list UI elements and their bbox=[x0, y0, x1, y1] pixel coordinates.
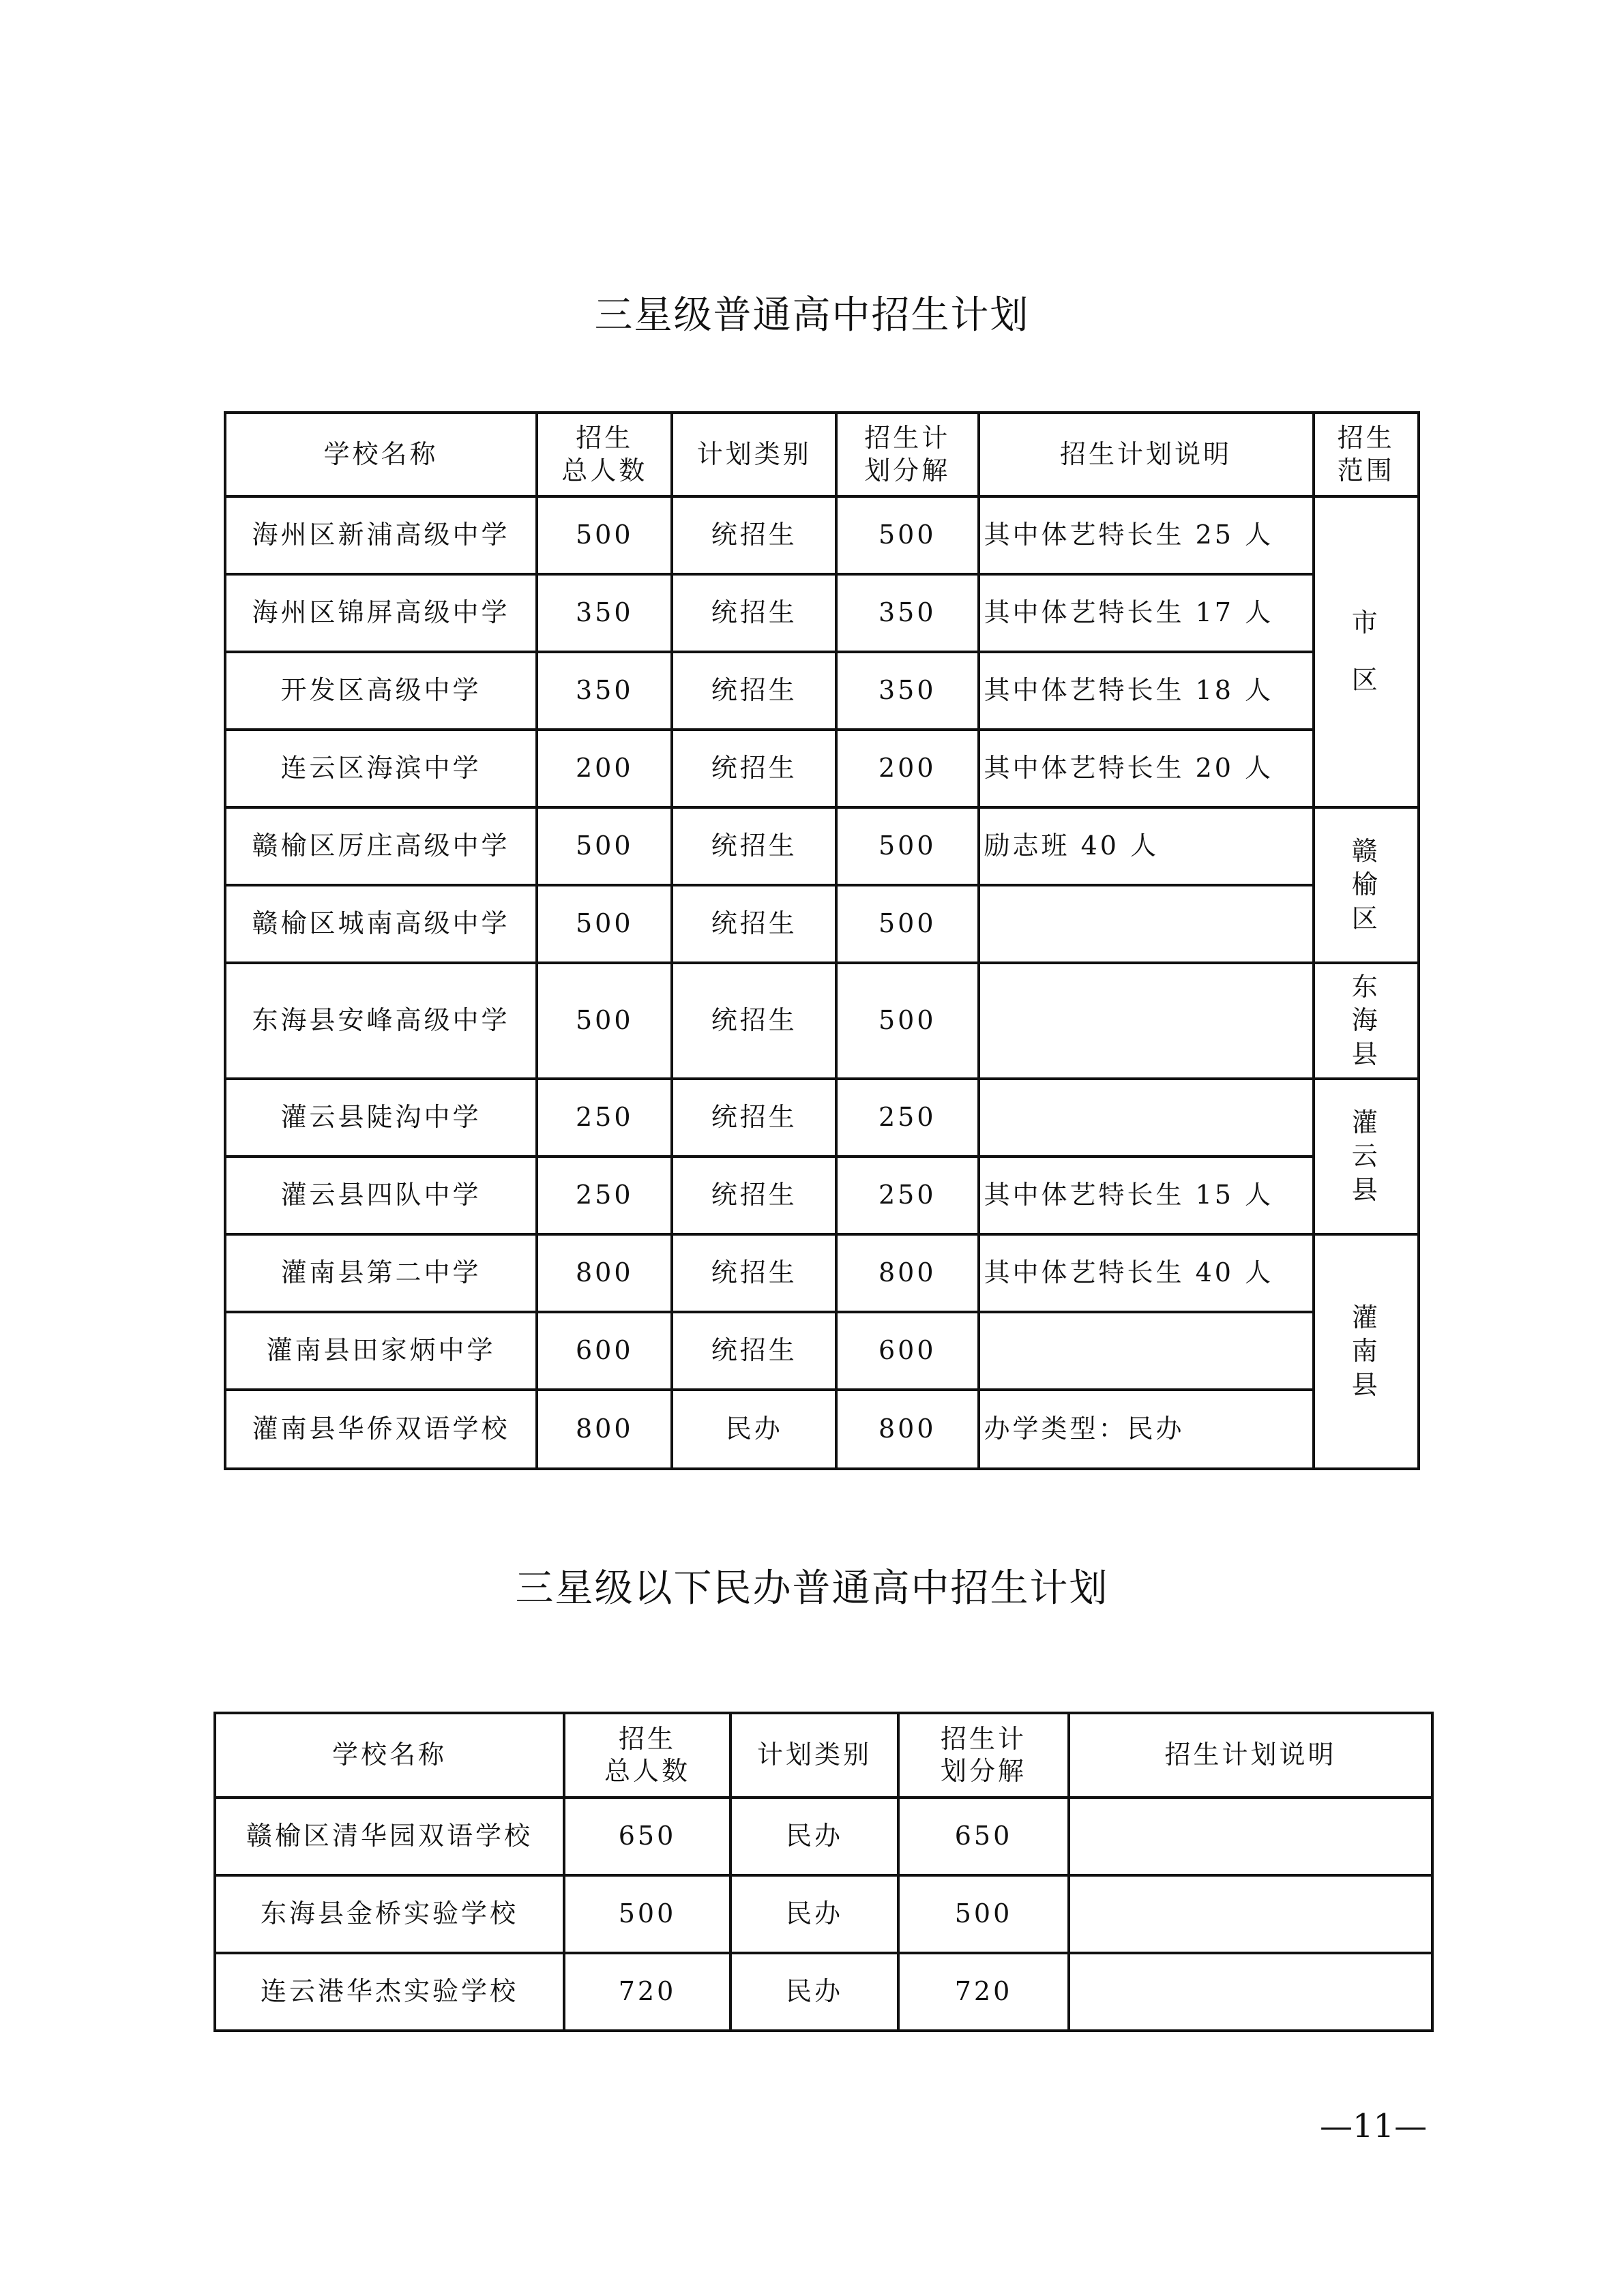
breakdown-cell: 500 bbox=[898, 1875, 1069, 1953]
note-cell bbox=[979, 1312, 1314, 1390]
table-row bbox=[215, 1875, 1432, 1953]
total-cell: 500 bbox=[537, 496, 672, 574]
note-cell: 励志班 40 人 bbox=[979, 807, 1314, 885]
category-cell: 民办 bbox=[730, 1798, 898, 1875]
table2-title: 三星级以下民办普通高中招生计划 bbox=[515, 1566, 1109, 1611]
category-cell: 统招生 bbox=[672, 652, 836, 730]
total-cell: 350 bbox=[537, 574, 672, 652]
breakdown-cell: 600 bbox=[836, 1312, 978, 1390]
school-cell: 连云港华杰实验学校 bbox=[215, 1953, 564, 2031]
total-cell: 200 bbox=[537, 730, 672, 807]
table-row bbox=[225, 496, 1419, 574]
category-cell: 统招生 bbox=[672, 807, 836, 885]
school-cell: 赣榆区清华园双语学校 bbox=[215, 1798, 564, 1875]
total-cell: 250 bbox=[537, 1079, 672, 1157]
table-row bbox=[225, 574, 1419, 652]
scope-cell: 灌 云 县 bbox=[1314, 1079, 1419, 1234]
table-row bbox=[225, 807, 1419, 885]
category-cell: 统招生 bbox=[672, 496, 836, 574]
breakdown-cell: 800 bbox=[836, 1234, 978, 1312]
header-school: 学校名称 bbox=[215, 1713, 564, 1798]
total-cell: 350 bbox=[537, 652, 672, 730]
school-cell: 东海县安峰高级中学 bbox=[225, 963, 537, 1079]
total-cell: 250 bbox=[537, 1157, 672, 1234]
total-cell: 800 bbox=[537, 1234, 672, 1312]
total-cell: 500 bbox=[537, 963, 672, 1079]
header-breakdown: 招生计 划分解 bbox=[836, 413, 978, 496]
school-cell: 东海县金桥实验学校 bbox=[215, 1875, 564, 1953]
header-note: 招生计划说明 bbox=[1069, 1713, 1432, 1798]
note-cell: 其中体艺特长生 20 人 bbox=[979, 730, 1314, 807]
breakdown-cell: 720 bbox=[898, 1953, 1069, 2031]
school-cell: 海州区新浦高级中学 bbox=[225, 496, 537, 574]
table-row bbox=[225, 1390, 1419, 1469]
breakdown-cell: 500 bbox=[836, 496, 978, 574]
total-cell: 500 bbox=[537, 885, 672, 963]
category-cell: 统招生 bbox=[672, 574, 836, 652]
category-cell: 统招生 bbox=[672, 1079, 836, 1157]
category-cell: 统招生 bbox=[672, 1157, 836, 1234]
category-cell: 统招生 bbox=[672, 1234, 836, 1312]
breakdown-cell: 250 bbox=[836, 1157, 978, 1234]
table-row bbox=[225, 1157, 1419, 1234]
school-cell: 灌云县四队中学 bbox=[225, 1157, 537, 1234]
category-cell: 统招生 bbox=[672, 730, 836, 807]
header-category: 计划类别 bbox=[672, 413, 836, 496]
three-star-enrollment-table bbox=[224, 411, 1420, 1470]
note-cell bbox=[1069, 1875, 1432, 1953]
note-cell bbox=[979, 1079, 1314, 1157]
page-number: —11— bbox=[1320, 2107, 1428, 2145]
school-cell: 赣榆区城南高级中学 bbox=[225, 885, 537, 963]
school-cell: 灌南县田家炳中学 bbox=[225, 1312, 537, 1390]
table-row bbox=[225, 1312, 1419, 1390]
note-cell: 其中体艺特长生 17 人 bbox=[979, 574, 1314, 652]
scope-cell: 灌 南 县 bbox=[1314, 1234, 1419, 1469]
category-cell: 民办 bbox=[730, 1953, 898, 2031]
category-cell: 统招生 bbox=[672, 963, 836, 1079]
header-breakdown: 招生计 划分解 bbox=[898, 1713, 1069, 1798]
breakdown-cell: 350 bbox=[836, 574, 978, 652]
total-cell: 650 bbox=[564, 1798, 730, 1875]
school-cell: 连云区海滨中学 bbox=[225, 730, 537, 807]
school-cell: 赣榆区厉庄高级中学 bbox=[225, 807, 537, 885]
table-header-row bbox=[225, 413, 1419, 496]
note-cell: 其中体艺特长生 25 人 bbox=[979, 496, 1314, 574]
category-cell: 统招生 bbox=[672, 885, 836, 963]
note-cell: 其中体艺特长生 15 人 bbox=[979, 1157, 1314, 1234]
table1-title: 三星级普通高中招生计划 bbox=[594, 293, 1030, 338]
note-cell bbox=[979, 885, 1314, 963]
table-row bbox=[215, 1798, 1432, 1875]
header-school: 学校名称 bbox=[225, 413, 537, 496]
note-cell bbox=[1069, 1953, 1432, 2031]
breakdown-cell: 500 bbox=[836, 963, 978, 1079]
scope-cell: 赣 榆 区 bbox=[1314, 807, 1419, 963]
note-cell bbox=[979, 963, 1314, 1079]
table-row bbox=[225, 963, 1419, 1079]
school-cell: 海州区锦屏高级中学 bbox=[225, 574, 537, 652]
total-cell: 720 bbox=[564, 1953, 730, 2031]
total-cell: 600 bbox=[537, 1312, 672, 1390]
total-cell: 500 bbox=[564, 1875, 730, 1953]
breakdown-cell: 500 bbox=[836, 885, 978, 963]
note-cell: 其中体艺特长生 40 人 bbox=[979, 1234, 1314, 1312]
table-row bbox=[225, 730, 1419, 807]
category-cell: 民办 bbox=[730, 1875, 898, 1953]
total-cell: 500 bbox=[537, 807, 672, 885]
category-cell: 统招生 bbox=[672, 1312, 836, 1390]
breakdown-cell: 500 bbox=[836, 807, 978, 885]
note-cell: 办学类型：民办 bbox=[979, 1390, 1314, 1469]
school-cell: 灌南县华侨双语学校 bbox=[225, 1390, 537, 1469]
breakdown-cell: 800 bbox=[836, 1390, 978, 1469]
table-header-row bbox=[215, 1713, 1432, 1798]
breakdown-cell: 250 bbox=[836, 1079, 978, 1157]
note-cell bbox=[1069, 1798, 1432, 1875]
header-category: 计划类别 bbox=[730, 1713, 898, 1798]
header-total: 招生 总人数 bbox=[564, 1713, 730, 1798]
private-enrollment-table bbox=[213, 1712, 1434, 2032]
table-row bbox=[215, 1953, 1432, 2031]
table-row bbox=[225, 1079, 1419, 1157]
breakdown-cell: 650 bbox=[898, 1798, 1069, 1875]
table-row bbox=[225, 885, 1419, 963]
school-cell: 开发区高级中学 bbox=[225, 652, 537, 730]
note-cell: 其中体艺特长生 18 人 bbox=[979, 652, 1314, 730]
header-scope: 招生 范围 bbox=[1314, 413, 1419, 496]
school-cell: 灌云县陡沟中学 bbox=[225, 1079, 537, 1157]
header-total: 招生 总人数 bbox=[537, 413, 672, 496]
breakdown-cell: 200 bbox=[836, 730, 978, 807]
category-cell: 民办 bbox=[672, 1390, 836, 1469]
breakdown-cell: 350 bbox=[836, 652, 978, 730]
table-row bbox=[225, 1234, 1419, 1312]
header-note: 招生计划说明 bbox=[979, 413, 1314, 496]
total-cell: 800 bbox=[537, 1390, 672, 1469]
scope-cell: 市 区 bbox=[1314, 496, 1419, 807]
school-cell: 灌南县第二中学 bbox=[225, 1234, 537, 1312]
scope-cell: 东 海 县 bbox=[1314, 963, 1419, 1079]
table-row bbox=[225, 652, 1419, 730]
